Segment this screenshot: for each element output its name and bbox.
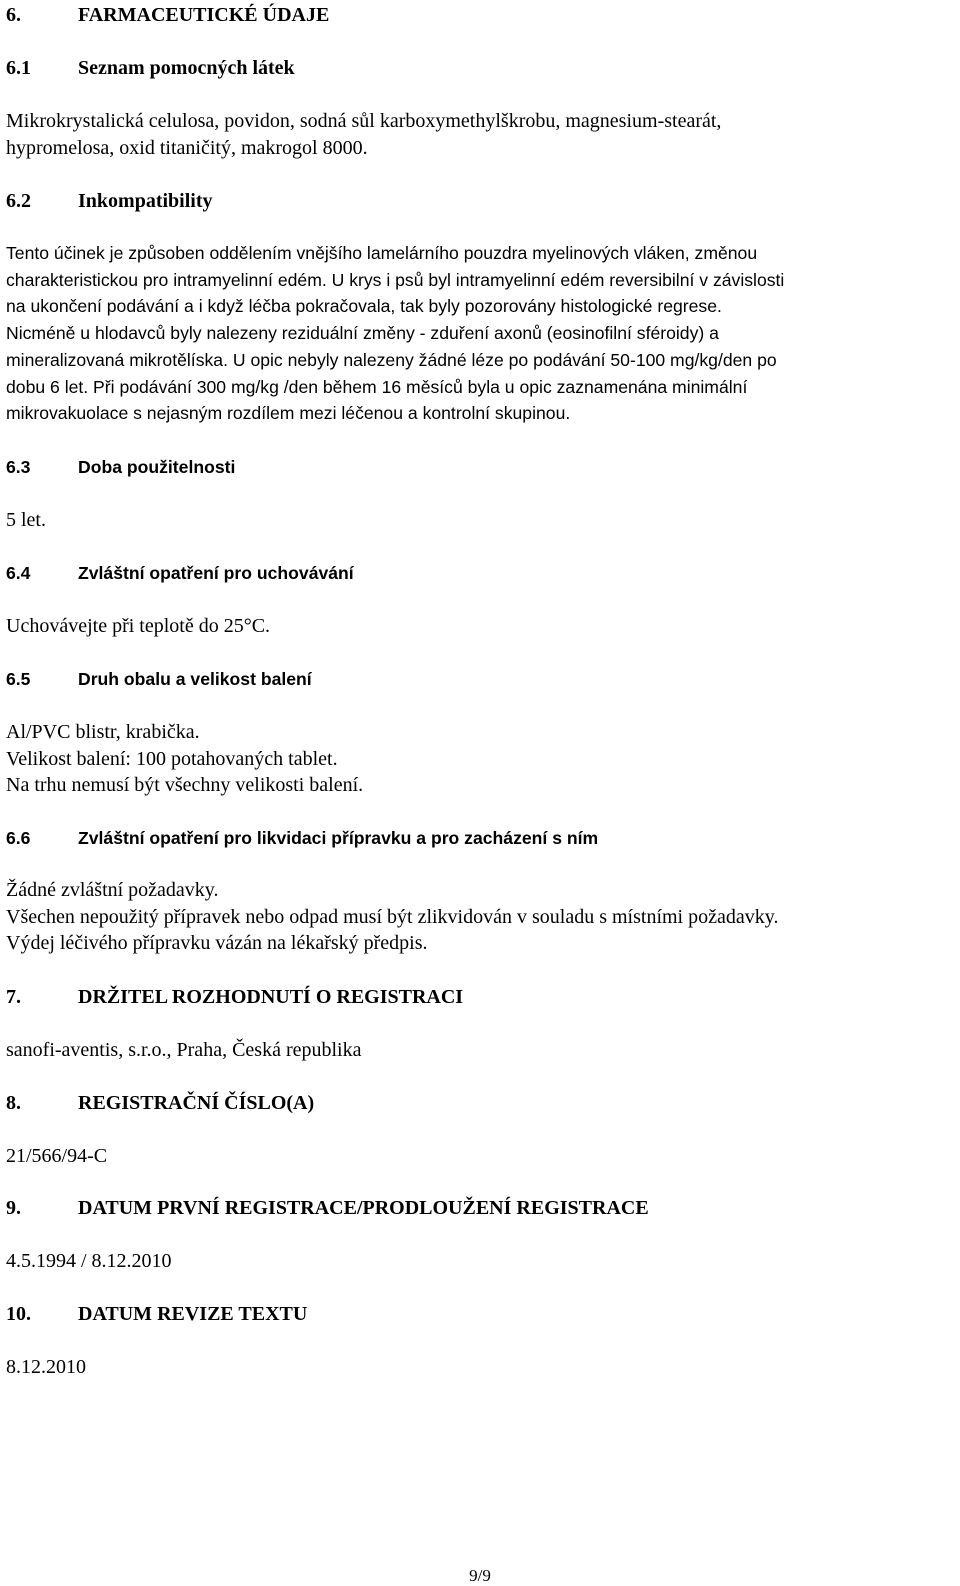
body-line: Na trhu nemusí být všechny velikosti balení. bbox=[6, 774, 364, 796]
section-9-body bbox=[6, 1248, 954, 1275]
body-line: hypromelosa, oxid titaničitý, makrogol 8000. bbox=[6, 136, 368, 159]
section-number: 6.5 bbox=[6, 669, 31, 689]
body-line: Velikost balení: 100 potahovaných tablet. bbox=[6, 747, 338, 770]
section-6-3-heading bbox=[6, 454, 954, 481]
body-line: Mikrokrystalická celulosa, povidon, sodná sůl karboxymethylškrobu, magnesium-stearát, bbox=[6, 110, 722, 132]
body-line: Žádné zvláštní požadavky. bbox=[6, 879, 219, 901]
section-6-3-body bbox=[6, 507, 954, 534]
body-line: 21/566/94-C bbox=[6, 1145, 108, 1167]
section-8-body bbox=[6, 1143, 954, 1170]
section-6-4-body bbox=[6, 613, 954, 640]
body-line: 5 let. bbox=[6, 509, 46, 531]
section-title: DATUM REVIZE TEXTU bbox=[78, 1303, 308, 1325]
section-6-2-heading bbox=[6, 188, 954, 215]
section-title: Druh obalu a velikost balení bbox=[78, 669, 312, 689]
body-line: na ukončení podávání a i když léčba pokračovala, tak byly pozorovány histologické regrese. bbox=[6, 296, 722, 317]
section-6-6-heading bbox=[6, 825, 954, 852]
section-title: DRŽITEL ROZHODNUTÍ O REGISTRACI bbox=[78, 986, 464, 1008]
body-line: 4.5.1994 / 8.12.2010 bbox=[6, 1250, 172, 1272]
body-line: Uchovávejte při teplotě do 25°C. bbox=[6, 615, 271, 637]
section-6-1-body bbox=[6, 108, 954, 161]
section-number: 6.1 bbox=[6, 57, 31, 79]
section-number: 8. bbox=[6, 1092, 21, 1114]
section-number: 6.4 bbox=[6, 563, 31, 583]
section-10-heading bbox=[6, 1301, 954, 1328]
section-7-body bbox=[6, 1037, 954, 1064]
body-line: Výdej léčivého přípravku vázán na lékařský předpis. bbox=[6, 932, 428, 954]
section-number: 6.6 bbox=[6, 828, 31, 848]
body-line: Všechen nepoužitý přípravek nebo odpad musí být zlikvidován v souladu s místními požadavky. bbox=[6, 905, 779, 928]
body-line: charakteristickou pro intramyelinní edém. U krys i psů byl intramyelinní edém reversibilní v závislosti bbox=[6, 269, 785, 290]
section-7-heading bbox=[6, 984, 954, 1011]
section-number: 6.2 bbox=[6, 190, 31, 212]
section-title: Doba použitelnosti bbox=[78, 457, 236, 477]
section-title: DATUM PRVNÍ REGISTRACE/PRODLOUŽENÍ REGISTRACE bbox=[78, 1197, 649, 1219]
section-6-5-heading bbox=[6, 666, 954, 693]
body-line: sanofi-aventis, s.r.o., Praha, Česká republika bbox=[6, 1039, 362, 1061]
section-number: 6.3 bbox=[6, 457, 31, 477]
section-number: 9. bbox=[6, 1197, 21, 1219]
section-title: Zvláštní opatření pro uchovávání bbox=[78, 563, 354, 583]
section-title: REGISTRAČNÍ ČÍSLO(A) bbox=[78, 1092, 315, 1114]
page-number: 9/9 bbox=[469, 1566, 491, 1585]
section-number: 7. bbox=[6, 986, 21, 1008]
section-6-1-heading bbox=[6, 55, 954, 82]
body-line: mineralizovaná mikrotělíska. U opic nebyly nalezeny žádné léze po podávání 50-100 mg/kg/den po bbox=[6, 349, 777, 370]
section-6-2-body bbox=[6, 240, 954, 427]
section-10-body bbox=[6, 1354, 954, 1381]
section-title: Seznam pomocných látek bbox=[78, 57, 295, 79]
section-number: 6. bbox=[6, 4, 21, 26]
section-6-heading bbox=[6, 2, 954, 29]
body-line: Nicméně u hlodavců byly nalezeny reziduální změny - zduření axonů (eosinofilní sféroidy) a bbox=[6, 323, 719, 344]
section-6-6-body bbox=[6, 877, 954, 957]
section-8-heading bbox=[6, 1090, 954, 1117]
section-number: 10. bbox=[6, 1303, 31, 1325]
section-title: FARMACEUTICKÉ ÚDAJE bbox=[78, 4, 330, 26]
section-title: Zvláštní opatření pro likvidaci přípravku a pro zacházení s ním bbox=[78, 828, 599, 848]
body-line: mikrovakuolace s nejasným rozdílem mezi léčenou a kontrolní skupinou. bbox=[6, 403, 571, 424]
section-6-5-body bbox=[6, 719, 954, 799]
body-line: 8.12.2010 bbox=[6, 1356, 86, 1378]
body-line: dobu 6 let. Při podávání 300 mg/kg /den během 16 měsíců byla u opic zaznamenána minimální bbox=[6, 376, 748, 397]
section-6-4-heading bbox=[6, 560, 954, 587]
section-9-heading bbox=[6, 1195, 954, 1222]
body-line: Tento účinek je způsoben oddělením vnějšího lamelárního pouzdra myelinových vláken, změnou bbox=[6, 243, 758, 263]
section-title: Inkompatibility bbox=[78, 190, 213, 212]
body-line: Al/PVC blistr, krabička. bbox=[6, 721, 200, 743]
